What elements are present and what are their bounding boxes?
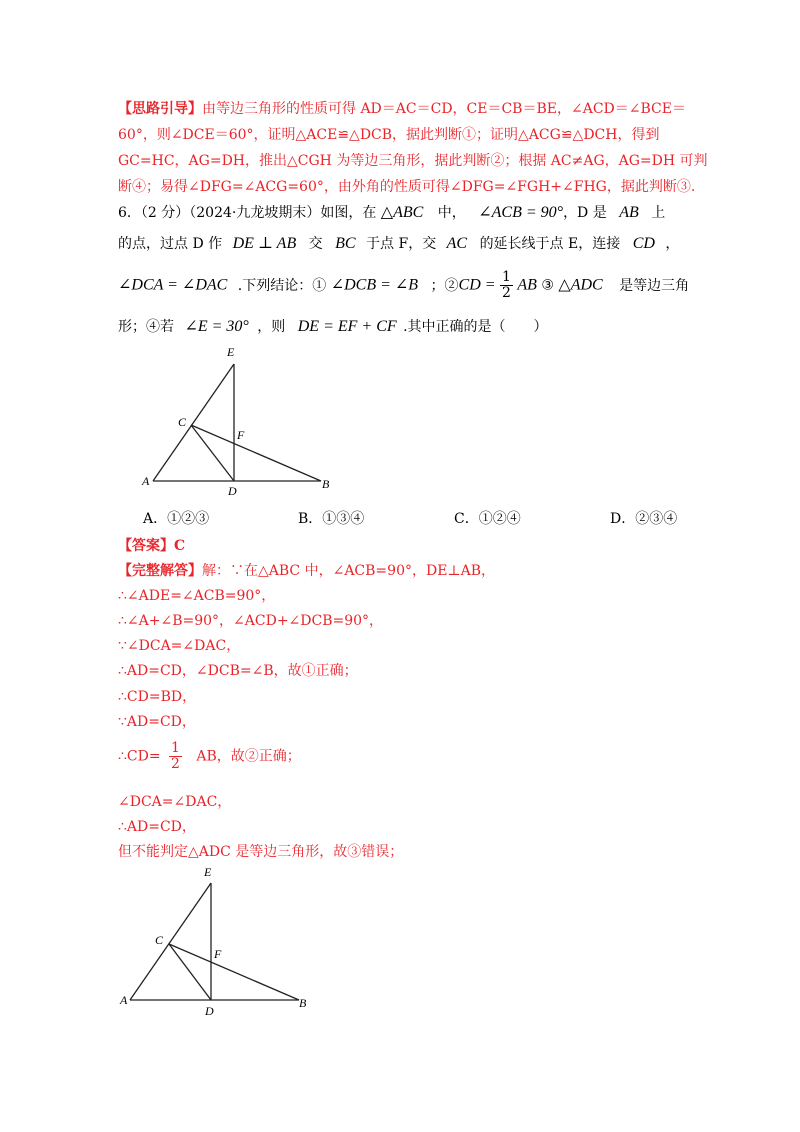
triangle-adc: △ADC — [558, 276, 603, 294]
option-a: A．①②③ — [143, 511, 210, 527]
angle-acb-eq: ∠ACB = 90° — [478, 204, 564, 221]
segment-ab: AB — [619, 204, 639, 221]
solution-line-9: ∠DCA=∠DAC， — [118, 794, 232, 810]
hint-line-1 — [118, 98, 686, 118]
question-line-1 — [118, 202, 665, 222]
question-text: ③ — [541, 277, 554, 294]
label-e: E — [227, 345, 235, 359]
solution-line-11: 但不能判定△ADC 是等边三角形，故③错误； — [118, 844, 404, 860]
line-cd — [191, 425, 234, 481]
fraction-one-half — [169, 741, 182, 772]
hint-line-2: 60°，则∠DCE＝60°，证明△ACE≌△DCB，据此判断①；证明△ACG≌△DCH，得到 — [118, 127, 660, 143]
question-line-4 — [118, 316, 548, 336]
fraction-denominator: 2 — [502, 285, 511, 301]
fraction-numerator: 1 — [171, 740, 180, 756]
question-text: 交 — [308, 236, 323, 252]
label-a: A — [120, 993, 128, 1007]
question-text: 于点 F，交 — [366, 236, 437, 252]
solution-text: 解：∵在△ABC 中，∠ACB=90°，DE⊥AB， — [202, 563, 495, 579]
solution-tag: 【完整解答】 — [118, 563, 202, 579]
question-text: 的延长线于点 E，连接 — [479, 236, 621, 252]
fraction-one-half — [500, 270, 513, 301]
question-text: ， — [665, 236, 680, 252]
solution-line-1 — [118, 560, 495, 580]
geometry-figure-2 — [112, 862, 332, 1022]
segment-cd: CD — [632, 235, 655, 252]
solution-line-7: ∵AD=CD， — [118, 714, 196, 730]
option-c: C．①②④ — [454, 511, 521, 527]
question-text: 形；④若 — [118, 319, 174, 335]
line-ae — [153, 364, 234, 481]
segment-bc: BC — [335, 235, 356, 252]
label-e: E — [204, 865, 212, 879]
hint-line-3: GC=HC，AG=DH，推出△CGH 为等边三角形，据此判断②；根据 AC≠AG，AG=DH 可判 — [118, 153, 708, 169]
conclusion-2-ab: AB — [517, 276, 537, 294]
solution-line-2: ∴∠ADE=∠ACB=90°， — [118, 588, 276, 604]
line-cb — [191, 425, 321, 481]
fraction-denominator: 2 — [171, 756, 180, 772]
question-text: 是等边三角 — [619, 277, 690, 294]
label-b: B — [322, 477, 330, 491]
answer-tag: 【答案】 — [118, 538, 174, 554]
question-text: .下列结论：① — [237, 277, 327, 294]
label-c: C — [155, 933, 164, 947]
segment-ac: AC — [446, 235, 468, 252]
label-b: B — [299, 996, 307, 1010]
label-a: A — [142, 474, 150, 488]
answer-value: C — [174, 538, 186, 554]
question-line-3 — [118, 270, 689, 301]
fraction-numerator: 1 — [502, 269, 511, 285]
label-c: C — [178, 415, 187, 429]
label-f: F — [214, 947, 222, 961]
question-number: 6．（2 分）（2024·九龙坡期末）如图，在 — [118, 205, 377, 221]
de-perp-ab: DE ⊥ AB — [232, 235, 297, 252]
hint-line-4: 断④；易得∠DFG=∠ACG=60°，由外角的性质可得∠DFG=∠FGH+∠FHG，据此判断③. — [118, 179, 696, 195]
triangle-abc: △ABC — [380, 204, 424, 221]
option-d: D．②③④ — [610, 511, 678, 527]
question-text: 的点，过点 D 作 — [118, 236, 223, 252]
solution-line-4: ∵∠DCA=∠DAC， — [118, 638, 241, 654]
label-f: F — [237, 428, 245, 442]
line-ae — [130, 883, 211, 1000]
geometry-figure-1 — [130, 340, 350, 500]
hint-text-1: 由等边三角形的性质可得 AD＝AC＝CD，CE＝CB＝BE，∠ACD＝∠BCE＝ — [202, 101, 686, 117]
solution-line-6: ∴CD=BD， — [118, 689, 197, 705]
hint-tag: 【思路引导】 — [118, 101, 202, 117]
question-text: ，则 — [257, 319, 286, 335]
solution-text: AB，故②正确； — [196, 748, 301, 765]
solution-text: ∴CD= — [118, 748, 161, 765]
solution-line-8 — [118, 741, 301, 772]
option-b: B．①③④ — [298, 511, 365, 527]
eq-dca-dac: ∠DCA = ∠DAC — [118, 276, 228, 294]
conclusion-4: DE = EF + CF — [297, 318, 397, 335]
question-text: ；② — [430, 277, 459, 294]
label-d: D — [228, 484, 237, 498]
answer-line — [118, 535, 185, 555]
question-text: ，D 是 — [563, 205, 607, 221]
angle-e-eq: ∠E = 30° — [184, 318, 249, 335]
question-text: .其中正确的是（ ） — [403, 319, 548, 335]
label-d: D — [205, 1004, 214, 1018]
solution-line-10: ∴AD=CD， — [118, 819, 196, 835]
question-text: 中， — [437, 205, 466, 221]
question-line-2 — [118, 233, 679, 253]
solution-line-3: ∴∠A+∠B=90°，∠ACD+∠DCB=90°， — [118, 613, 384, 629]
conclusion-2-lhs: CD = — [458, 276, 496, 294]
conclusion-1: ∠DCB = ∠B — [330, 276, 419, 294]
solution-line-5: ∴AD=CD，∠DCB=∠B，故①正确； — [118, 663, 358, 679]
line-cb — [169, 944, 299, 1000]
question-text: 上 — [651, 205, 666, 221]
